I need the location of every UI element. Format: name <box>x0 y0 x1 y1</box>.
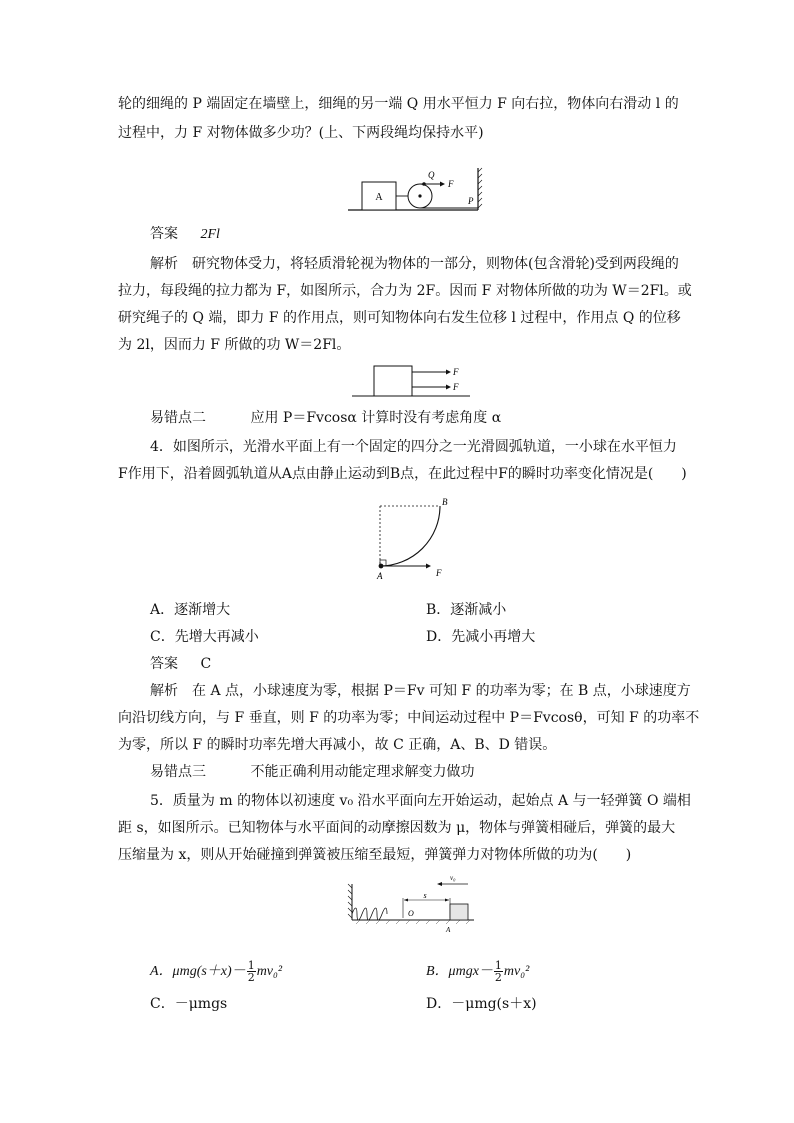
fraction-half: $\frac{1}{2}$ <box>247 958 255 984</box>
force-label-bottom: F <box>453 382 459 392</box>
label-q: Q <box>428 170 435 180</box>
option-4-a: A．逐渐增大 <box>150 602 231 618</box>
option-5-b-expression: B．μmgx－ <box>426 964 493 979</box>
answer-label: 答案 <box>150 226 178 242</box>
option-5-b-tail: mv₀² <box>503 964 530 979</box>
answer-4 <box>150 654 211 674</box>
block <box>374 366 412 396</box>
error-point-label: 易错点三 <box>150 764 206 780</box>
spring-figure <box>346 870 480 936</box>
explanation-4-line-3: 为零，所以 F 的瞬时功率先增大再减小，故 C 正确，A、B、D 错误。 <box>118 737 557 753</box>
error-point-label: 易错点二 <box>150 410 206 426</box>
question-5-line-3: 压缩量为 x，则从开始碰撞到弹簧被压缩至最短，弹簧弹力对物体所做的功为( ) <box>118 847 632 863</box>
arc-figure <box>368 494 464 586</box>
explanation-3-line-1: 解析 研究物体受力，将轻质滑轮视为物体的一部分，则物体(包含滑轮)受到两段绳的 <box>150 256 679 272</box>
option-4-d: D．先减小再增大 <box>426 629 536 645</box>
explanation-3-line-3: 研究绳子的 Q 端，即力 F 的作用点，则可知物体向右发生位移 l 过程中，作用点 Q 的位移 <box>118 310 681 326</box>
option-4-c: C．先增大再减小 <box>150 629 259 645</box>
answer-value: C <box>200 656 212 672</box>
question-5-line-2: 距 s，如图所示。已知物体与水平面间的动摩擦因数为 μ，物体与弹簧相碰后，弹簧的最大 <box>118 820 676 836</box>
label-a: A <box>377 571 383 581</box>
answer-value: 2Fl <box>200 227 220 242</box>
option-5-d: D．－μmg(s＋x) <box>426 996 537 1012</box>
block <box>450 904 468 920</box>
option-5-c: C．－μmgs <box>150 996 228 1012</box>
label-f: F <box>436 568 442 578</box>
answer-label: 答案 <box>150 656 178 672</box>
fraction-half: $\frac{1}{2}$ <box>494 958 502 984</box>
label-v0: v₀ <box>450 874 456 882</box>
label-p: P <box>468 196 474 206</box>
option-5-a <box>150 958 282 985</box>
explanation-4-line-1: 解析 在 A 点，小球速度为零，根据 P＝Fv 可知 F 的功率为零；在 B 点，小球速度方 <box>150 683 691 699</box>
force-label-top: F <box>453 367 459 377</box>
problem-3-text-line-2: 过程中，力 F 对物体做多少功？(上、下两段绳均保持水平) <box>118 125 484 141</box>
label-a: A <box>446 926 451 934</box>
option-5-a-tail: mv₀² <box>256 964 283 979</box>
explanation-3-line-2: 拉力，每段绳的拉力都为 F，如图所示，合力为 2F。因而 F 对物体所做的功为 W＝2Fl。或 <box>118 283 692 299</box>
label-o: O <box>408 909 414 918</box>
option-4-b: B．逐渐减小 <box>426 602 507 618</box>
explanation-3-line-4: 为 2l，因而力 F 所做的功 W＝2Fl。 <box>118 337 351 353</box>
error-point-text: 应用 P＝Fvcosα 计算时没有考虑角度 α <box>250 410 502 426</box>
spring-coil <box>352 908 387 920</box>
block-a-label: A <box>375 192 383 203</box>
question-5-line-1: 5．质量为 m 的物体以初速度 v₀ 沿水平面向左开始运动，起始点 A 与一轻弹簧 O 端相 <box>150 793 691 809</box>
question-4-line-1: 4．如图所示，光滑水平面上有一个固定的四分之一光滑圆弧轨道，一小球在水平恒力 <box>150 439 677 455</box>
label-s: s <box>423 891 427 900</box>
error-point-text: 不能正确利用动能定理求解变力做功 <box>250 764 475 780</box>
option-5-b <box>426 958 529 985</box>
explanation-4-line-2: 向沿切线方向，与 F 垂直，则 F 的功率为零；中间运动过程中 P＝Fvcosθ，可知 F 的功率不 <box>118 710 700 726</box>
error-point-3 <box>150 762 474 782</box>
label-b: B <box>442 497 448 507</box>
pulley-figure <box>344 160 484 216</box>
question-4-line-2: F作用下，沿着圆弧轨道从A点由静止运动到B点，在此过程中F的瞬时功率变化情况是( ) <box>118 466 687 482</box>
force-figure <box>352 360 472 400</box>
problem-3-text-line-1: 轮的细绳的 P 端固定在墙壁上，细绳的另一端 Q 用水平恒力 F 向右拉，物体向右滑动 l 的 <box>118 96 679 112</box>
option-5-a-expression: A．μmg(s＋x)－ <box>150 964 246 979</box>
label-f: F <box>448 179 454 189</box>
answer-3 <box>150 224 220 245</box>
error-point-2 <box>150 408 501 428</box>
